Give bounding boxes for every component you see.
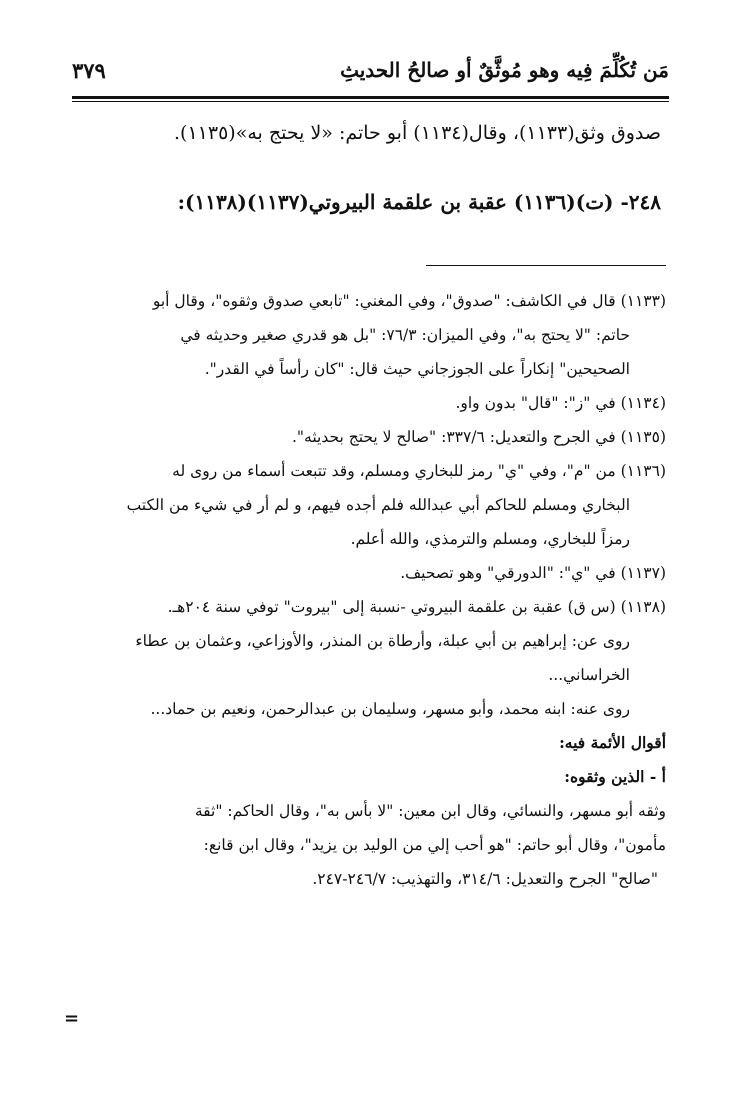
end-mark: = [64,1008,80,1029]
trustworthy-text [72,794,666,896]
footnote-1133 [72,284,666,386]
footnotes [72,284,666,896]
header-rule [72,96,669,99]
running-header [72,58,669,92]
footnote-line: "صالح" الجرح والتعديل: ٣١٤/٦، والتهذيب: ٢٤٦/٧-٢٤٧. [312,870,658,888]
footnote-line: روى عن: إبراهيم بن أبي عبلة، وأرطاة بن المنذر، والأوزاعي، وعثمان بن عطاء [135,632,630,650]
page-number: ٣٧٩ [72,58,106,83]
narrated-from [72,624,666,692]
body-line-1: صدوق وثق(١١٣٣)، وقال(١١٣٤) أبو حاتم: «لا يحتج به»(١١٣٥). [174,122,661,144]
footnote-1138 [72,590,666,624]
footnote-line: روى عنه: ابنه محمد، وأبو مسهر، وسليمان بن عبدالرحمن، ونعيم بن حماد... [150,700,630,718]
footnote-1136 [72,454,666,556]
footnote-line: البخاري ومسلم للحاكم أبي عبدالله فلم أجده فيهم، و لم أر في شيء من الكتب [126,496,630,514]
footnote-line: (١١٣٥) في الجرح والتعديل: ٣٣٧/٦: "صالح لا يحتج بحديثه". [292,428,666,446]
footnote-line: (١١٣٣) قال في الكاشف: "صدوق"، وفي المغني: "تابعي صدوق وثقوه"، وقال أبو [152,292,666,310]
footnote-line: أ - الذين وثقوه: [564,767,666,786]
footnote-separator [426,265,666,266]
footnote-1137 [72,556,666,590]
narrated-by [72,692,666,726]
footnote-line: الخراساني... [548,666,630,684]
trustworthy-heading [72,760,666,794]
footnote-1134 [72,386,666,420]
footnote-line: (١١٣٦) من "م"، وفي "ي" رمز للبخاري ومسلم، وقد تتبعت أسماء من روى له [172,462,666,480]
footnote-line: (١١٣٧) في "ي": "الدورقي" وهو تصحيف. [400,564,666,582]
footnote-1135 [72,420,666,454]
header-title: مَن تُكُلِّمَ فِيه وهو مُوثَّقٌ أو صالحُ الحديثِ [340,58,669,82]
footnote-line: (١١٣٨) (س ق) عقبة بن علقمة البيروتي -نسبة إلى "بيروت" توفي سنة ٢٠٤هـ. [167,598,666,616]
footnote-line: الصحيحين" إنكاراً على الجوزجاني حيث قال: "كان رأساً في القدر". [204,360,630,378]
footnote-line: وثقه أبو مسهر، والنسائي، وقال ابن معين: "لا بأس به"، وقال الحاكم: "ثقة [194,802,666,820]
footnote-line: رمزاً للبخاري، ومسلم والترمذي، والله أعلم. [350,530,630,548]
footnote-line: (١١٣٤) في "ز": "قال" بدون واو. [455,394,666,412]
footnote-line: مأمون"، وقال أبو حاتم: "هو أحب إلي من الوليد بن يزيد"، وقال ابن قانع: [203,836,666,854]
header-rule-thin [72,101,669,102]
footnote-line: أقوال الأئمة فيه: [559,733,666,752]
imams-statements-heading [72,726,666,760]
entry-heading: ٢٤٨- (ت)(١١٣٦) عقبة بن علقمة البيروتي(١١٣٧)(١١٣٨): [177,190,661,214]
footnote-line: حاتم: "لا يحتج به"، وفي الميزان: ٧٦/٣: "بل هو قدري صغير وحديثه في [180,326,630,344]
